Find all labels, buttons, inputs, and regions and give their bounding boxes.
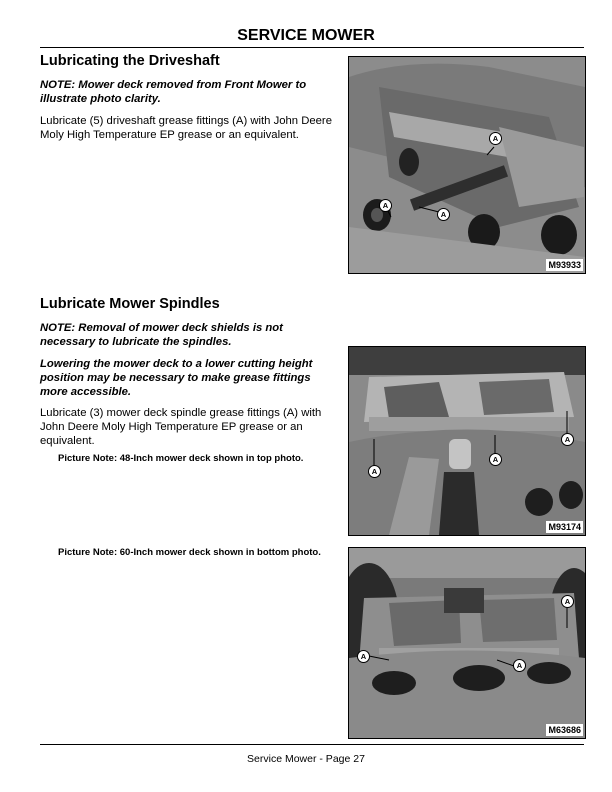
driveshaft-photo — [348, 56, 586, 274]
figure-id-bottom: M63686 — [548, 725, 581, 735]
section-heading-driveshaft: Lubricating the Driveshaft — [40, 53, 220, 69]
note-deck-removed: NOTE: Mower deck removed from Front Mower to illustrate photo clarity. — [40, 79, 307, 105]
footer-rule — [40, 744, 584, 745]
callout-a-6: A — [561, 433, 574, 446]
callout-a-9: A — [561, 595, 574, 608]
note-lower-deck: Lowering the mower deck to a lower cutting height position may be necessary to make grease fittings more accessible. — [40, 358, 313, 398]
callout-a-7: A — [357, 650, 370, 663]
header-rule — [40, 47, 584, 48]
driveshaft-instructions: Lubricate (5) driveshaft grease fittings (A) with John Deere Moly High Temperature EP grease or an equivalent. — [40, 115, 332, 141]
figure-id-top: M93174 — [548, 522, 581, 532]
callout-a-8: A — [513, 659, 526, 672]
callout-a-2: A — [379, 199, 392, 212]
spindle-instructions: Lubricate (3) mower deck spindle grease fittings (A) with John Deere Moly High Temperature EP grease or an equivalent. — [40, 407, 322, 447]
callout-a-1: A — [489, 132, 502, 145]
callout-a-3: A — [437, 208, 450, 221]
callout-a-4: A — [368, 465, 381, 478]
note-shields: NOTE: Removal of mower deck shields is not necessary to lubricate the spindles. — [40, 322, 283, 348]
section-heading-spindles: Lubricate Mower Spindles — [40, 296, 220, 312]
figure-id: M93933 — [548, 260, 581, 270]
picture-note-top: Picture Note: 48-Inch mower deck shown in top photo. — [58, 453, 304, 464]
picture-note-bottom: Picture Note: 60-Inch mower deck shown in bottom photo. — [58, 547, 321, 558]
callout-a-5: A — [489, 453, 502, 466]
spindle-photo-48-inch — [348, 346, 586, 536]
spindle-photo-60-inch — [348, 547, 586, 739]
page-header-title: SERVICE MOWER — [237, 27, 375, 44]
page-footer: Service Mower - Page 27 — [247, 753, 365, 765]
